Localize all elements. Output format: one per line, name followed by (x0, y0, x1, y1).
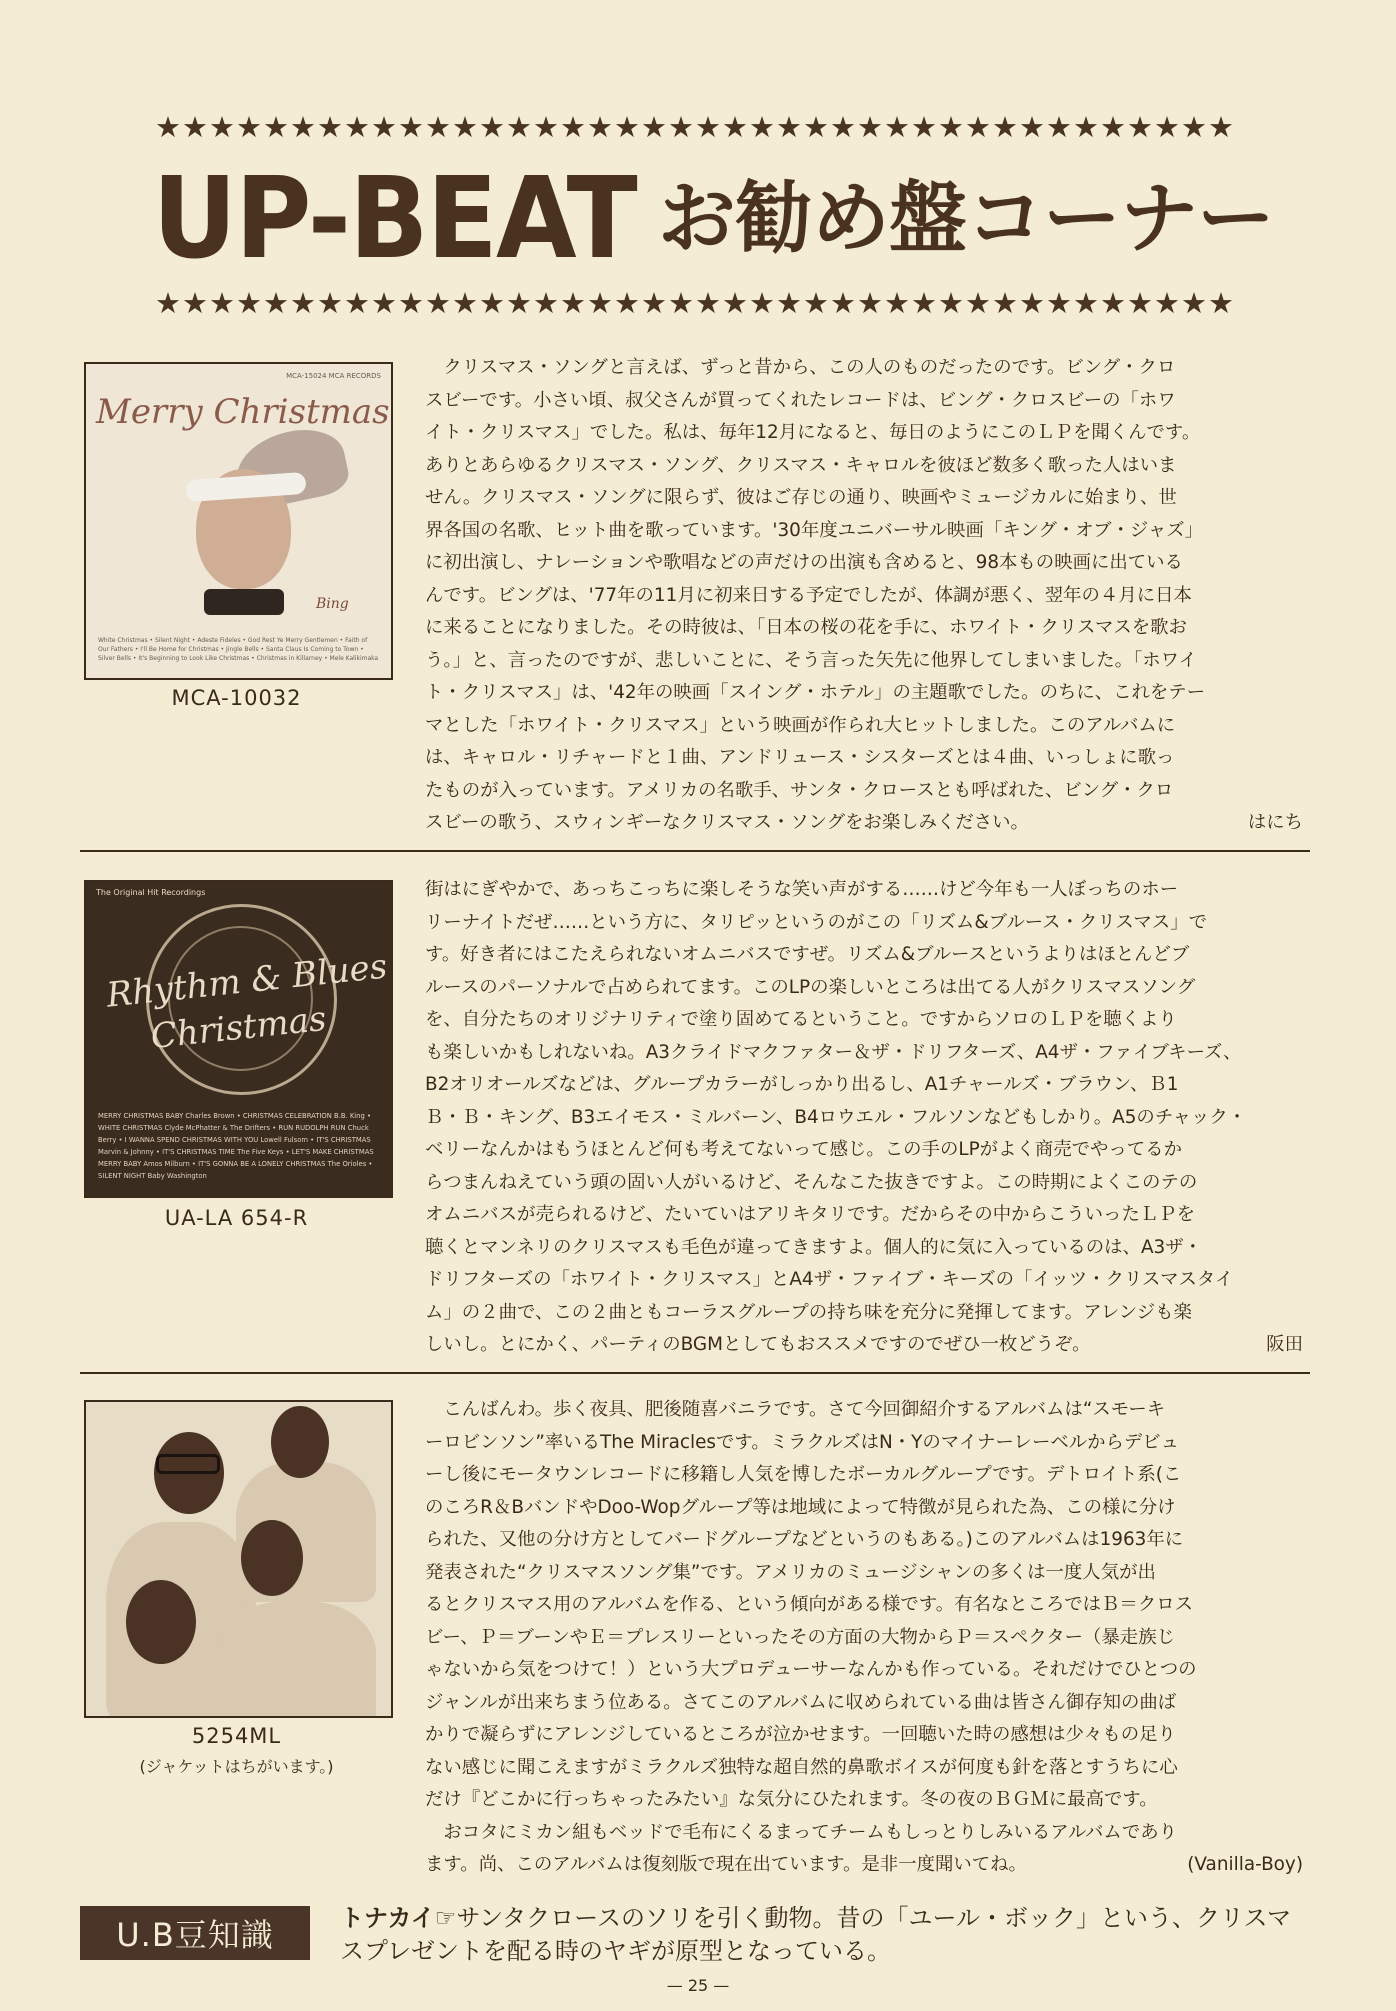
text-line: るとクリスマス用のアルバムを作る、という傾向がある様です。有名なところではＢ＝クロス (425, 1594, 1193, 1615)
album-cover-miracles-photo (84, 1400, 393, 1718)
text-line: す。好き者にはこたえられないオムニバスですぜ。リズム&ブルースというよりはほとんどブ (425, 944, 1190, 965)
catalog-note: (ジャケットはちがいます。) (139, 1757, 334, 1776)
text-line: んです。ビングは、'77年の11月に初来日する予定でしたが、体調が悪く、翌年の４月に日本 (425, 584, 1192, 606)
text-line: スビーです。小さい頃、叔父さんが買ってくれたレコードは、ビング・クロスビーの「ホワ (425, 389, 1176, 411)
text-line: を、自分たちのオリジナリティで塗り固めてるということ。ですからソロのＬＰを聴くより (425, 1009, 1177, 1030)
text-line: マとした「ホワイト・クリスマス」という映画が作られ大ヒットしました。このアルバムに (425, 714, 1176, 736)
review-text-1 (425, 352, 1303, 840)
text-line: Ｂ・Ｂ・キング、B3エイモス・ミルバーン、B4ロウエル・フルソンなどもしかり。A5のチャック・ (425, 1106, 1247, 1128)
text-line: も楽しいかもしれないね。A3クライドマクファター＆ザ・ドリフターズ、A4ザ・ファイブキーズ、 (425, 1041, 1242, 1063)
head-shape (241, 1520, 303, 1596)
text-line: たものが入っています。アメリカの名歌手、サンタ・クロースとも呼ばれた、ビング・クロ (425, 779, 1174, 801)
text-line: ベリーなんかはもうほとんど何も考えてないって感じ。この手のLPがよく商売でやってるか (425, 1139, 1182, 1160)
text-line: イト・クリスマス」でした。私は、毎年12月になると、毎日のようにこのＬＰを聞くんです。 (425, 422, 1201, 443)
trivia-body: サンタクロースのソリを引く動物。昔の「ユール・ボック」という、クリスマ (456, 1904, 1292, 1932)
text-line: おコタにミカン組もベッドで毛布にくるまってチームもしっとりしみいるアルバムであり (443, 1821, 1177, 1843)
cover-label: The Original Hit Recordings (96, 888, 206, 897)
catalog-number: MCA-10032 (171, 686, 302, 710)
text-line: B2オリオールズなどは、グループカラーがしっかり出るし、A1チャールズ・ブラウン、Ｂ1 (425, 1074, 1179, 1095)
text-line: ゃないから気をつけて！）という大プロデューサーなんかも作っている。それだけでひとつの (425, 1659, 1197, 1680)
text-line: こんばんわ。歩く夜具、肥後随喜バニラです。さて今回御紹介するアルバムは“スモーキ (443, 1399, 1166, 1420)
text-line: ーロビンソン”率いるThe Miraclesです。ミラクルズはN・Yのマイナーレーベルからデビュ (425, 1431, 1180, 1453)
text-line: ーし後にモータウンレコードに移籍し人気を博したボーカルグループです。デトロイト系(こ (425, 1464, 1182, 1485)
text-line: ビー、Ｐ＝ブーンやＥ＝プレスリーといったその方面の大物からＰ＝スペクター（暴走族じ (425, 1626, 1175, 1648)
text-line: ルースのパーソナルで占められてます。このLPの楽しいところは出てる人がクリスマスソング (425, 976, 1196, 998)
text-line: に来ることになりました。その時彼は、「日本の桜の花を手に、ホワイト・クリスマスを歌お (425, 617, 1187, 638)
trivia-tag: U.B豆知識 (80, 1906, 310, 1960)
text-line: られた、又他の分け方としてバードグループなどというのもある。)このアルバムは1963年に (425, 1529, 1184, 1550)
text-line: ドリフターズの「ホワイト・クリスマス」とA4ザ・ファイブ・キーズの「イッツ・クリスマスタイ (425, 1269, 1234, 1290)
text-line: 街はにぎやかで、あっちこっちに楽しそうな笑い声がする……けど今年も一人ぼっちのホー (425, 879, 1179, 900)
cover-tracklist: White Christmas • Silent Night • Adeste Fideles • God Rest Ye Merry Gentlemen • Faith of Our Fathers • I'll Be Home for Christmas • Jingle Bells • Santa Claus Is Coming to Town • Silver Bells • It's Beginning to Look Like Christmas • Christmas in Killarney • Mele Kalikimaka (98, 637, 379, 662)
section-divider (80, 850, 1310, 852)
text-line: ジャンルが出来ちまう位ある。さてこのアルバムに収められている曲は皆さん御存知の曲ば (425, 1691, 1177, 1713)
text-line: のころR＆BバンドやDoo-Wopグループ等は地域によって特徴が見られた為、この様に分け (425, 1496, 1176, 1518)
text-line: は、キャロル・リチャードと１曲、アンドリュース・シスターズとは４曲、いっしょに歌っ (425, 747, 1175, 768)
text-line: 発表された“クリスマスソング集”です。アメリカのミュージシャンの多くは一度人気が出 (425, 1561, 1156, 1583)
trivia-line (340, 1902, 1310, 1935)
trivia-text (340, 1902, 1310, 1968)
page-number: — 25 — (666, 1976, 730, 1995)
review-text-3 (425, 1394, 1303, 1882)
text-line-last (425, 1849, 1303, 1882)
album-cover-rhythm-blues-christmas (84, 880, 393, 1198)
text-line-last (425, 807, 1303, 840)
text-line: リーナイトだぜ……という方に、タリピッというのがこの「リズム&ブルース・クリスマス」で (425, 911, 1207, 933)
bow-tie-shape (204, 589, 284, 615)
cover-tracklist: MERRY CHRISTMAS BABY Charles Brown • CHRISTMAS CELEBRATION B.B. King • WHITE CHRISTMAS Clyde McPhatter & The Drifters • RUN RUDOLPH RUN Chuck Berry • I WANNA SPEND CHRISTMAS WITH YOU Lowell Fulsom • IT'S CHRISTMAS Marvin & Johnny • IT'S CHRISTMAS TIME The Five Keys • LET'S MAKE CHRISTMAS MERRY BABY Amos Milburn • IT'S GONNA BE A LONELY CHRISTMAS The Orioles • SILENT NIGHT Baby Washington (98, 1112, 374, 1180)
catalog-number: UA-LA 654-R (164, 1206, 309, 1230)
review-author: (Vanilla-Boy) (1187, 1854, 1303, 1875)
trivia-keyword: トナカイ☞ (340, 1904, 457, 1932)
glasses-shape (156, 1454, 220, 1474)
text-line: ム」の２曲で、この２曲ともコーラスグループの持ち味を充分に発揮してます。アレンジも楽 (425, 1301, 1192, 1323)
text-line-last (425, 1329, 1303, 1362)
page-title (80, 154, 1310, 284)
text-line: かりで凝らずにアレンジしているところが泣かせます。一回聴いた時の感想は少々もの足り (425, 1724, 1176, 1745)
text-line: ト・クリスマス」は、'42年の映画「スイング・ホテル」の主題歌でした。のちに、これをテー (425, 682, 1206, 703)
head-shape (126, 1580, 196, 1664)
cover-title-line1: Rhythm & Blues (104, 946, 389, 1016)
star-border-top: ★★★★★★★★★★★★★★★★★★★★★★★★★★★★★★★★★★★★★★★★ (155, 110, 1235, 144)
text-line: スビーの歌う、スウィンギーなクリスマス・ソングをお楽しみください。 (425, 812, 1029, 833)
text-line: ありとあらゆるクリスマス・ソング、クリスマス・キャロルを彼ほど数多く歌った人はいま (425, 454, 1177, 476)
album-cover-merry-christmas (84, 362, 393, 680)
trivia-line: スプレゼントを配る時のヤギが原型となっている。 (340, 1937, 892, 1965)
title-english: UP-BEAT (152, 154, 636, 284)
head-shape (271, 1406, 329, 1478)
text-line: ます。尚、このアルバムは復刻版で現在出ています。是非一度聞いてね。 (425, 1854, 1027, 1875)
figure-shape (216, 1602, 376, 1718)
text-line: しいし。とにかく、パーティのBGMとしてもおススメですのでぜひ一枚どうぞ。 (425, 1334, 1091, 1355)
title-japanese: お勧め盤コーナー (657, 174, 1274, 264)
text-line: クリスマス・ソングと言えば、ずっと昔から、この人のものだったのです。ビング・クロ (443, 357, 1176, 378)
text-line: だけ『どこかに行っちゃったみたい』な気分にひたれます。冬の夜のＢＧＭに最高です。 (425, 1789, 1158, 1810)
review-author: はにち (1247, 812, 1303, 833)
text-line: 聴くとマンネリのクリスマスも毛色が違ってきますよ。個人的に気に入っているのは、A3ザ・ (425, 1236, 1203, 1258)
cover-label: MCA-15024 MCA RECORDS (286, 372, 381, 380)
cover-title: Merry Christmas (96, 392, 390, 432)
text-line: オムニバスが売られるけど、たいていはアリキタリです。だからその中からこういったＬＰを (425, 1204, 1196, 1225)
text-line: ない感じに聞こえますがミラクルズ独特な超自然的鼻歌ボイスが何度も針を落とすうちに心 (425, 1756, 1178, 1778)
cover-signature: Bing (316, 596, 349, 612)
text-line: せん。クリスマス・ソングに限らず、彼はご存じの通り、映画やミュージカルに始まり、世 (425, 487, 1177, 508)
text-line: らつまんねえていう頭の固い人がいるけど、そんなこた抜きですよ。この時期によくこのテの (425, 1171, 1198, 1193)
catalog-number: 5254ML (191, 1724, 282, 1748)
review-text-2 (425, 874, 1303, 1362)
section-divider (80, 1372, 1310, 1374)
text-line: 界各国の名歌、ヒット曲を歌っています。'30年度ユニバーサル映画「キング・オブ・ジャズ」 (425, 519, 1204, 541)
cover-title-line2: Christmas (148, 998, 329, 1058)
review-author: 阪田 (1266, 1334, 1303, 1355)
text-line: に初出演し、ナレーションや歌唱などの声だけの出演も含めると、98本もの映画に出ている (425, 552, 1183, 573)
star-border-bottom: ★★★★★★★★★★★★★★★★★★★★★★★★★★★★★★★★★★★★★★★★ (155, 286, 1235, 320)
text-line: う。」と、言ったのですが、悲しいことに、そう言った矢先に他界してしまいました。「ホワイ (425, 649, 1197, 671)
